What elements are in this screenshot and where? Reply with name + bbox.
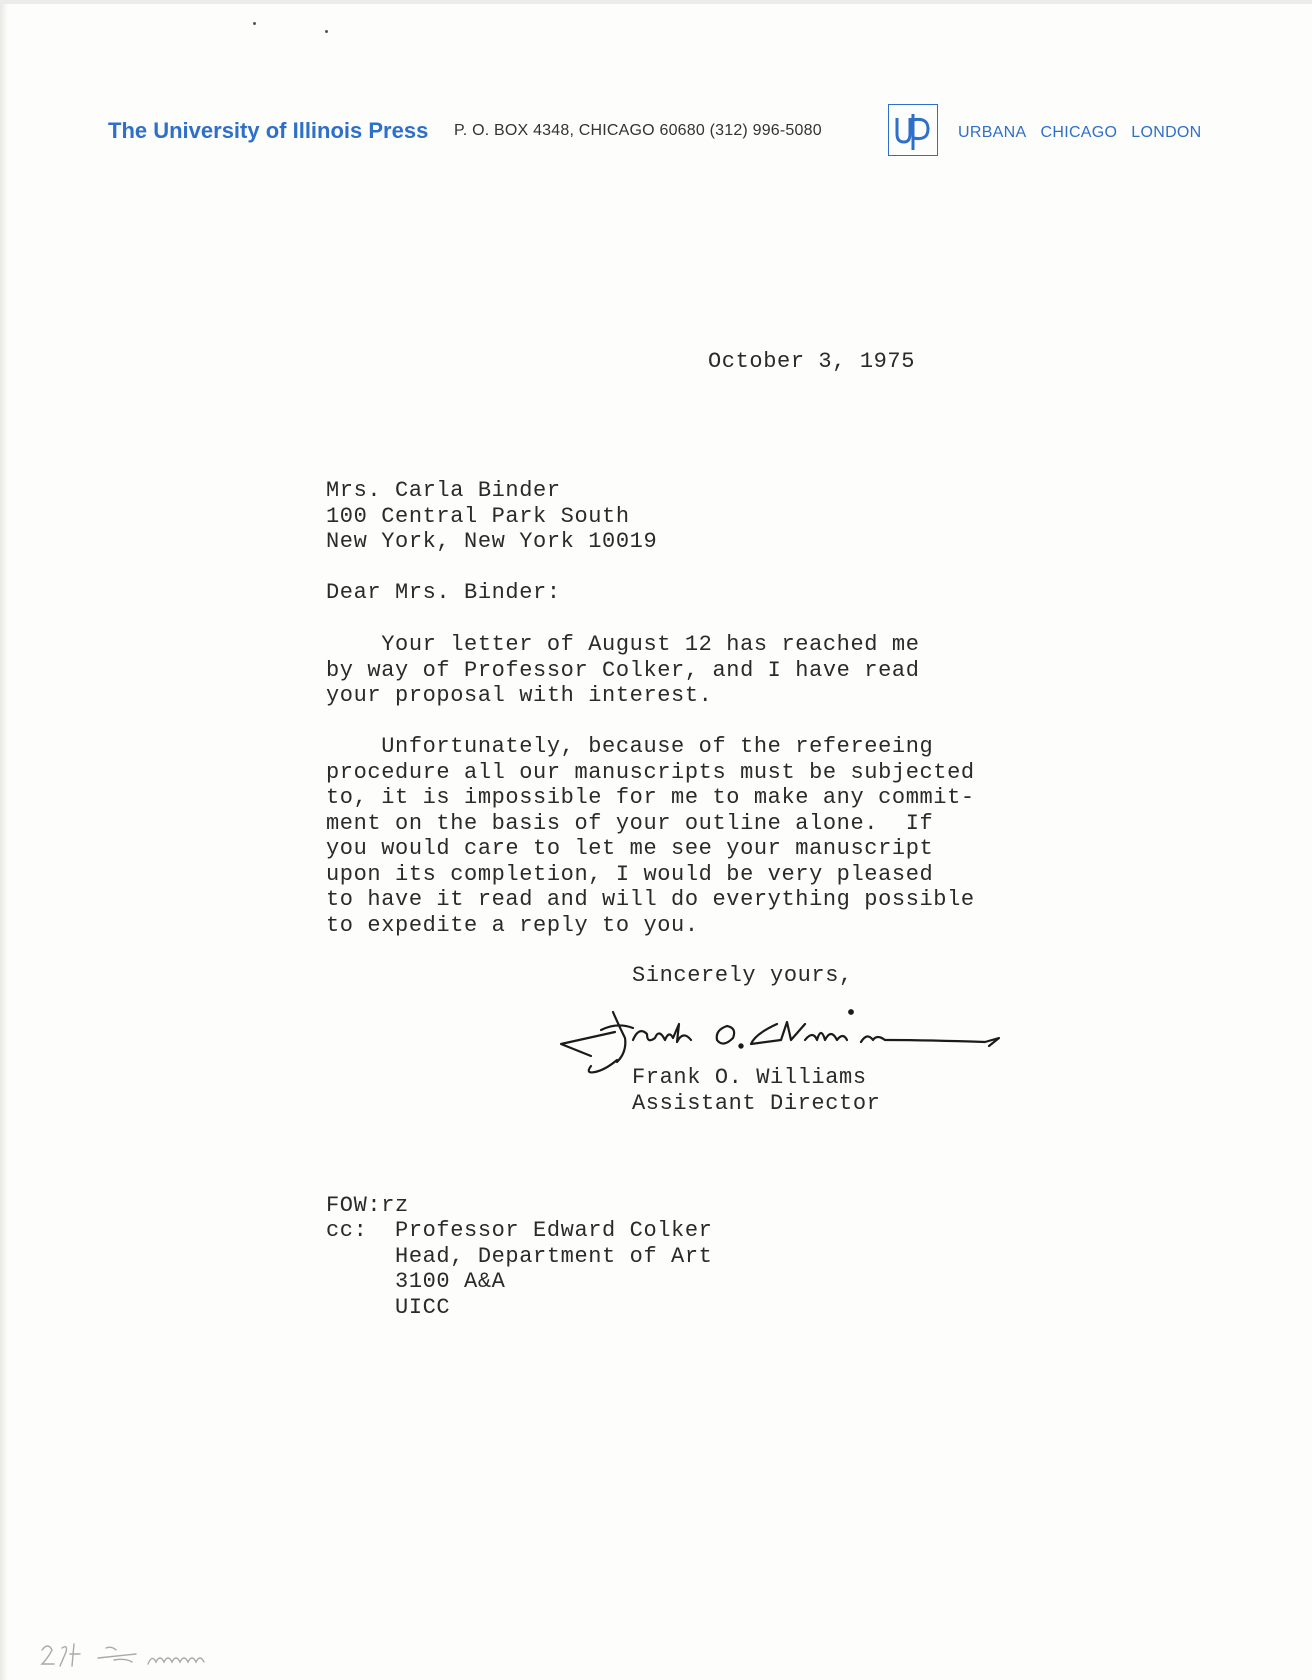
body-line: procedure all our manuscripts must be subjected — [326, 759, 975, 785]
press-address: P. O. BOX 4348, CHICAGO 60680 (312) 996-5080 — [454, 122, 822, 139]
speck — [253, 22, 256, 25]
body-paragraph-2 — [326, 734, 975, 938]
recipient-city: New York, New York 10019 — [326, 529, 658, 554]
pencil-marks — [36, 1638, 276, 1672]
cc-line: Head, Department of Art — [326, 1243, 713, 1269]
page-edge-shadow — [0, 0, 8, 1680]
letter-date: October 3, 1975 — [708, 349, 916, 374]
body-line: you would care to let me see your manuscript — [326, 836, 934, 861]
recipient-address — [326, 478, 657, 555]
body-line: ment on the basis of your outline alone. If — [326, 810, 934, 836]
body-line: upon its completion, I would be very pleased — [326, 861, 934, 887]
recipient-street: 100 Central Park South — [326, 503, 630, 529]
city-london: LONDON — [1131, 124, 1202, 141]
cc-line: cc: Professor Edward Colker — [326, 1218, 713, 1243]
closing: Sincerely yours, — [632, 963, 853, 988]
body-line: to expedite a reply to you. — [326, 912, 699, 938]
cc-block — [326, 1218, 712, 1320]
press-cities — [958, 124, 1216, 142]
cc-line: 3100 A&A — [326, 1269, 506, 1294]
city-chicago: CHICAGO — [1040, 124, 1118, 141]
body-line: to have it read and will do everything possible — [326, 887, 975, 912]
recipient-name: Mrs. Carla Binder — [326, 478, 561, 503]
signer-title: Assistant Director — [632, 1090, 881, 1116]
city-urbana: URBANA — [958, 124, 1027, 141]
body-paragraph-1 — [326, 632, 920, 709]
body-line: your proposal with interest. — [326, 683, 713, 708]
cc-line: UICC — [326, 1294, 451, 1320]
salutation: Dear Mrs. Binder: — [326, 580, 561, 605]
body-line: Unfortunately, because of the refereeing — [326, 734, 934, 759]
reference-initials: FOW:rz — [326, 1193, 409, 1218]
up-monogram-icon — [888, 104, 938, 156]
body-line: Your letter of August 12 has reached me — [326, 632, 920, 657]
signer-name: Frank O. Williams — [632, 1065, 867, 1090]
letterhead — [108, 104, 1228, 160]
page-top-edge — [0, 0, 1312, 4]
body-line: to, it is impossible for me to make any commit- — [326, 785, 975, 810]
body-line: by way of Professor Colker, and I have read — [326, 657, 920, 683]
signer-block — [632, 1065, 880, 1116]
press-name: The University of Illinois Press — [108, 118, 429, 143]
speck — [325, 30, 328, 33]
